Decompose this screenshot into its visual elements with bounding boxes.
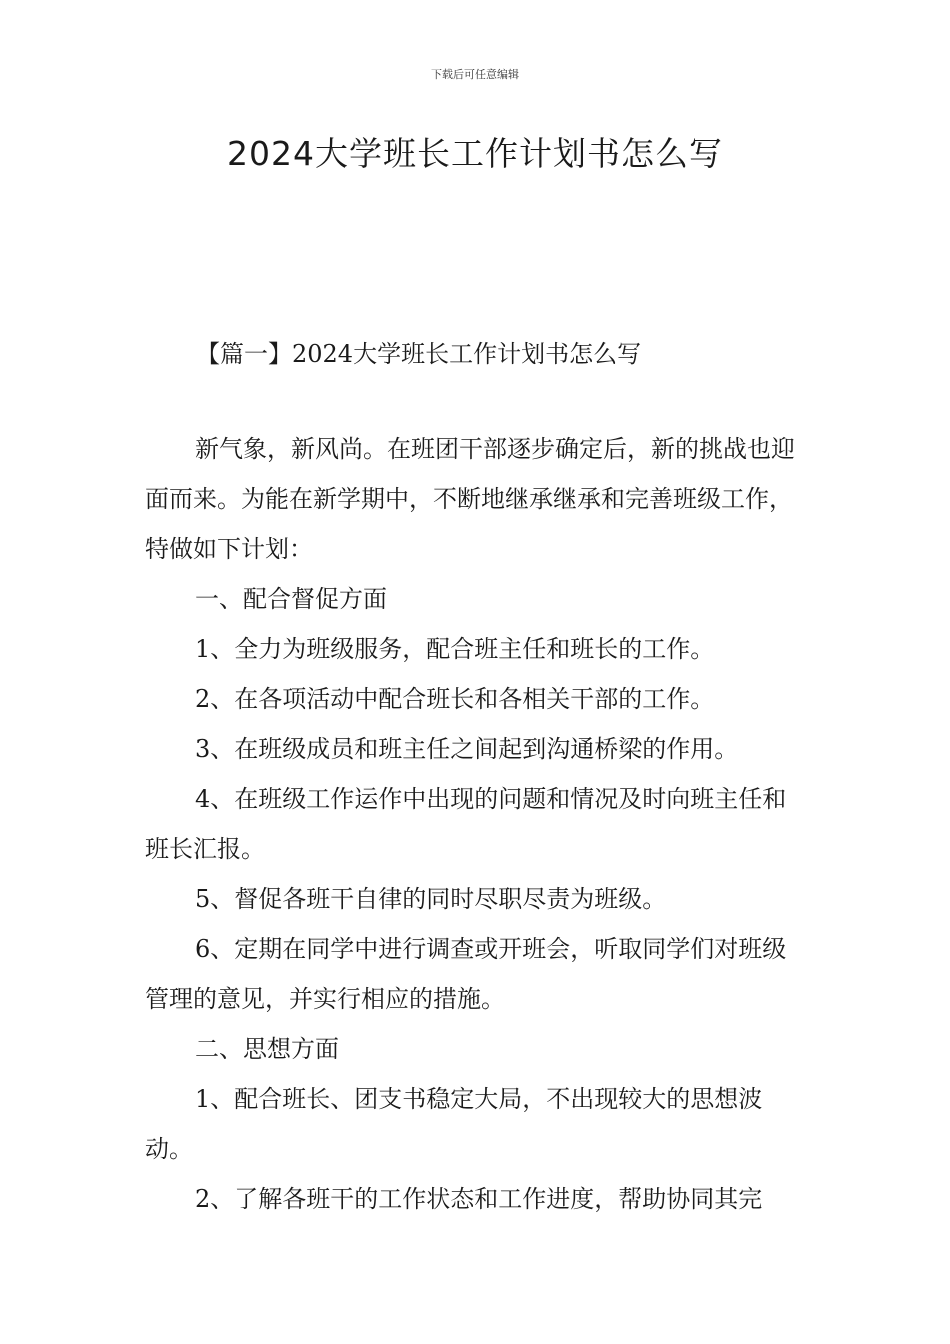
header-note: 下载后可任意编辑: [431, 68, 519, 81]
document-body: [145, 424, 810, 1224]
paragraph: 1、配合班长、团支书稳定大局，不出现较大的思想波动。: [145, 1085, 763, 1163]
paragraph: 一、配合督促方面: [195, 585, 387, 613]
paragraph: 1、全力为班级服务，配合班主任和班长的工作。: [195, 635, 715, 663]
section-heading: 【篇一】2024大学班长工作计划书怎么写: [196, 340, 642, 368]
paragraph: 6、定期在同学中进行调查或开班会，听取同学们对班级管理的意见，并实行相应的措施。: [145, 935, 787, 1013]
document-title: 2024大学班长工作计划书怎么写: [227, 134, 723, 173]
paragraph: 二、思想方面: [195, 1035, 339, 1063]
paragraph: 新气象，新风尚。在班团干部逐步确定后，新的挑战也迎面而来。为能在新学期中，不断地继承继承和完善班级工作，特做如下计划：: [145, 435, 795, 563]
paragraph: 2、在各项活动中配合班长和各相关干部的工作。: [195, 685, 715, 713]
paragraph: 2、了解各班干的工作状态和工作进度，帮助协同其完: [195, 1185, 763, 1213]
paragraph: 4、在班级工作运作中出现的问题和情况及时向班主任和班长汇报。: [145, 785, 787, 863]
paragraph: 3、在班级成员和班主任之间起到沟通桥梁的作用。: [195, 735, 739, 763]
paragraph: 5、督促各班干自律的同时尽职尽责为班级。: [195, 885, 667, 913]
